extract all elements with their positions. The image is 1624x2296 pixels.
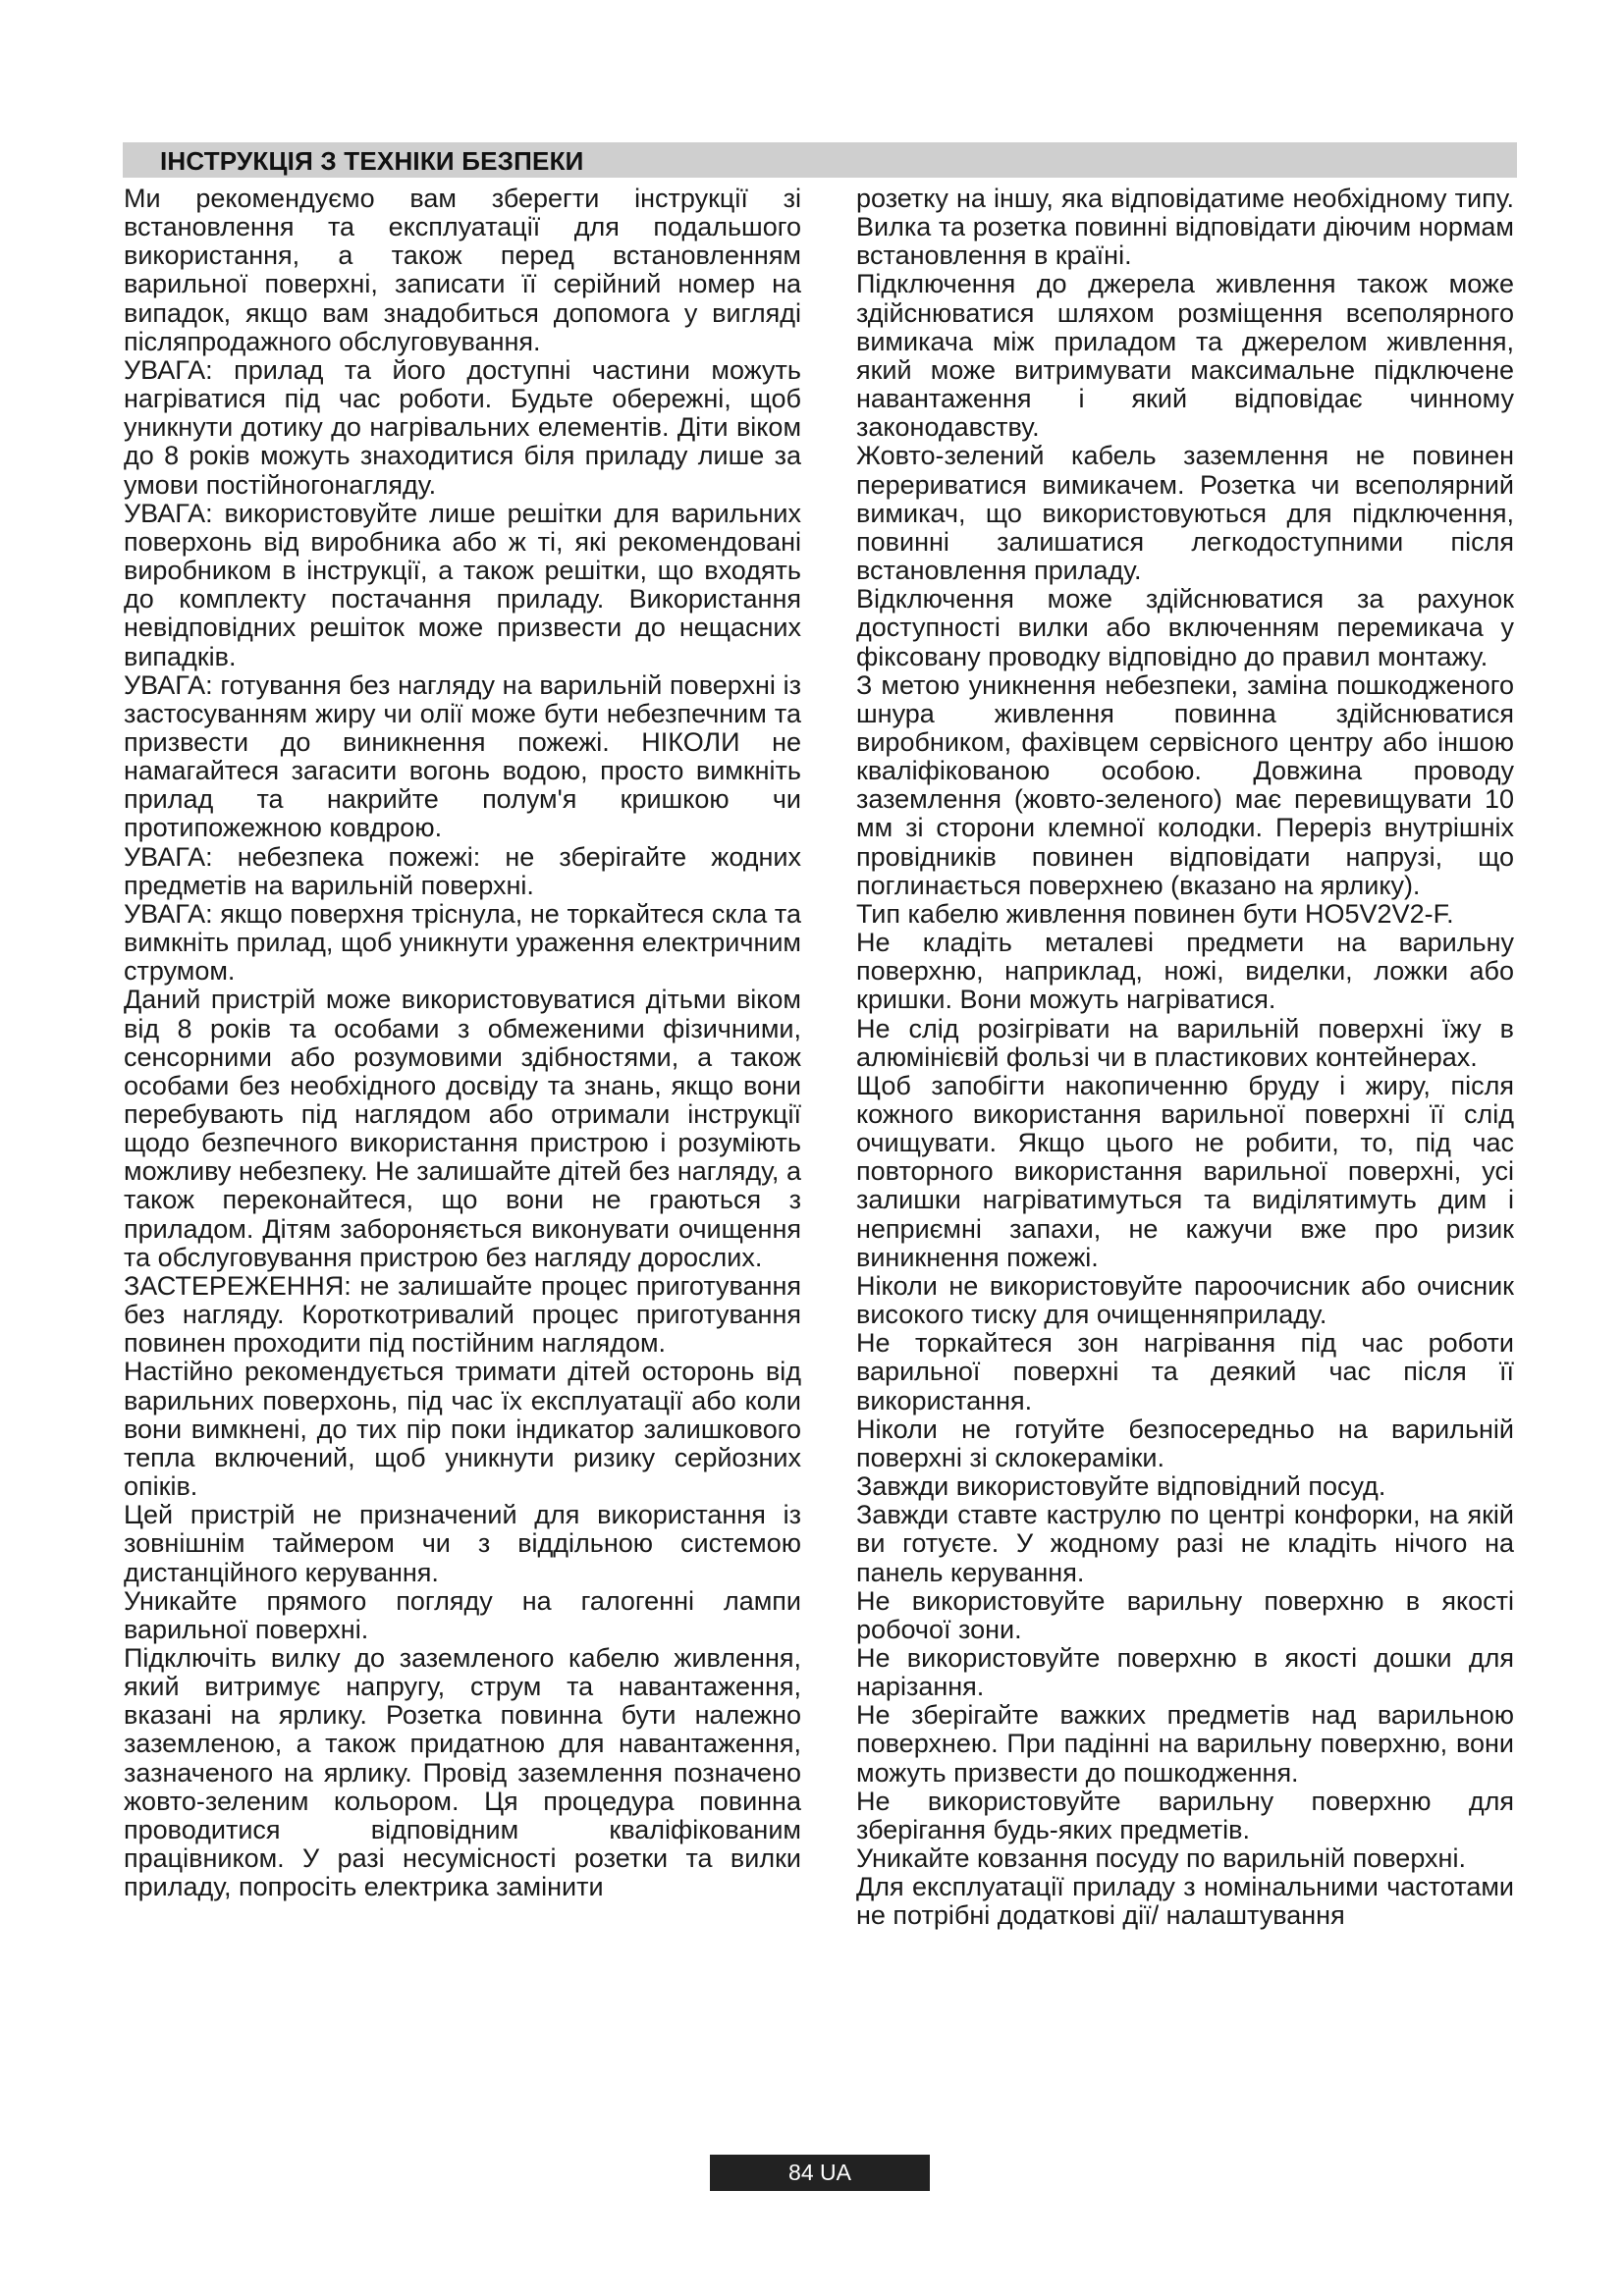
paragraph-no-steam-cleaner: Ніколи не використовуйте пароочисник або очисник високого тиску для очищенняприладу. <box>856 1270 1514 1330</box>
paragraph-disconnection: Відключення може здійснюватися за рахунок доступності вилки або включенням перемикача у фіксовану проводку відповідно до правил монтажу. <box>856 584 1514 671</box>
paragraph-keep-children-away: Настійно рекомендується тримати дітей осторонь від варильних поверхонь, під час їх експлуатації або коли вони вимкнені, до тих пір поки індикатор залишкового тепла включений, щоб уникнути ризику серйозних опіків. <box>124 1357 801 1502</box>
right-text-column <box>856 185 1514 1931</box>
paragraph-no-direct-cooking: Ніколи не готуйте безпосередньо на варильній поверхні зі склокераміки. <box>856 1414 1514 1472</box>
paragraph-nominal-frequencies: Для експлуатації приладу з номінальними частотами не потрібні додаткові дії/ налаштування <box>856 1872 1514 1931</box>
paragraph-halogen-lamps: Уникайте прямого погляду на галогенні лампи варильної поверхні. <box>124 1585 801 1644</box>
paragraph-no-metal-objects: Не кладіть металеві предмети на варильну поверхню, наприклад, ножі, виделки, ложки або кришки. Вони можуть нагріватися. <box>856 928 1514 1015</box>
section-title: ІНСТРУКЦІЯ З ТЕХНІКИ БЕЗПЕКИ <box>160 146 584 176</box>
paragraph-proper-cookware: Завжди використовуйте відповідний посуд. <box>856 1471 1386 1502</box>
section-header-bar <box>123 142 1517 178</box>
paragraph-not-work-area: Не використовуйте варильну поверхню в якості робочої зони. <box>856 1585 1514 1644</box>
paragraph-omnipolar-switch: Підключення до джерела живлення також може здійснюватися шляхом розміщення всеполярного вимикача між приладом та джерелом живлення, який може витримувати максимальне підключене навантаження і який відповідає чинному законодавству. <box>856 269 1514 443</box>
paragraph-grounding: Підключіть вилку до заземленого кабелю живлення, який витримує напругу, струм та навантаження, вказані на ярлику. Розетка повинна бути належно заземленою, а також придатною для навантаження, зазначеного на ярлику. Провід заземлення позначено жовто-зеленим кольором. Ця процедура повинна проводитися відповідним кваліфікованим працівником. У разі несумісності розетки та вилки приладу, попросіть електрика замінити <box>124 1642 801 1902</box>
paragraph-no-foil: Не слід розігрівати на варильній поверхні їжу в алюмінієвій фользі чи в пластикових контейнерах. <box>856 1013 1514 1072</box>
paragraph-warning-fire-storage: УВАГА: небезпека пожежі: не зберігайте жодних предметів на варильній поверхні. <box>124 841 801 900</box>
paragraph-no-external-timer: Цей пристрій не призначений для використання із зовнішнім таймером чи з віддільною системою дистанційного керування. <box>124 1500 801 1587</box>
paragraph-storage-recommendation: Ми рекомендуємо вам зберегти інструкції зі встановлення та експлуатації для подальшого використання, а також перед встановленням варильної поверхні, записати її серійний номер на випадок, якщо вам знадобиться допомога у вигляді післяпродажного обслуговування. <box>124 184 801 356</box>
paragraph-warning-hot-parts: УВАГА: прилад та його доступні частини можуть нагріватися під час роботи. Будьте обережні, щоб уникнути дотику до нагрівальних елементів. Діти віком до 8 років можуть знаходитися біля приладу лише за умови постійногонагляду. <box>124 354 801 500</box>
left-text-column <box>124 185 801 1901</box>
page-number: 84 UA <box>788 2160 851 2185</box>
paragraph-caution-supervision: ЗАСТЕРЕЖЕННЯ: не залишайте процес приготування без нагляду. Короткотривалий процес приготування повинен проходити під постійним наглядом. <box>124 1270 801 1359</box>
paragraph-warning-grates: УВАГА: використовуйте лише решітки для варильних поверхонь від виробника або ж ті, які рекомендовані виробником в інструкції, а також решітки, що входять до комплекту постачання приладу. Використання невідповідних решіток може призвести до нещасних випадків. <box>124 498 801 671</box>
paragraph-center-pan: Завжди ставте каструлю по центрі конфорки, на якій ви готуєте. У жодному разі не кладіть нічого на панель керування. <box>856 1500 1514 1587</box>
paragraph-no-sliding: Уникайте ковзання посуду по варильній поверхні. <box>856 1843 1466 1874</box>
paragraph-not-cutting-board: Не використовуйте поверхню в якості дошки для нарізання. <box>856 1642 1514 1702</box>
page-number-badge <box>710 2155 930 2191</box>
paragraph-ground-cable: Жовто-зелений кабель заземлення не повинен перериватися вимикачем. Розетка чи всеполярний вимикач, що використовуються для підключення, повинні залишатися легкодоступними після встановлення приладу. <box>856 441 1514 586</box>
paragraph-hot-zones: Не торкайтеся зон нагрівання під час роботи варильної поверхні та деякий час після її використання. <box>856 1328 1514 1415</box>
paragraph-socket-replacement: розетку на іншу, яка відповідатиме необхідному типу. Вилка та розетка повинні відповідати діючим нормам встановлення в країні. <box>856 184 1514 271</box>
paragraph-cleaning: Щоб запобігти накопиченню бруду і жиру, після кожного використання варильної поверхні її слід очищувати. Якщо цього не робити, то, під час повторного використання варильної поверхні, усі залишки нагріватимуться та виділятимуть дим і неприємні запахи, не кажучи вже про ризик виникнення пожежі. <box>856 1070 1514 1272</box>
paragraph-no-storage: Не використовуйте варильну поверхню для зберігання будь-яких предметів. <box>856 1786 1514 1844</box>
paragraph-warning-cracked-surface: УВАГА: якщо поверхня тріснула, не торкайтеся скла та вимкніть прилад, щоб уникнути ураження електричним струмом. <box>124 898 801 987</box>
paragraph-warning-unattended-cooking: УВАГА: готування без нагляду на варильній поверхні із застосуванням жиру чи олії може бути небезпечним та призвести до виникнення пожежі. НІКОЛИ не намагайтеся загасити вогонь водою, просто вимкніть прилад та накрийте полум'я кришкою чи протипожежною ковдрою. <box>124 669 801 843</box>
paragraph-children-use: Даний пристрій може використовуватися дітьми віком від 8 років та особами з обмеженими фізичними, сенсорними або розумовими здібностями, а також особами без необхідного досвіду та знань, якщо вони перебувають під наглядом або отримали інструкції щодо безпечного використання пристрою і розуміють можливу небезпеку. Не залишайте дітей без нагляду, а також переконайтеся, що вони не граються з приладом. Дітям забороняється виконувати очищення та обслуговування пристрою без нагляду дорослих. <box>124 985 801 1272</box>
paragraph-heavy-objects: Не зберігайте важких предметів над варильною поверхнею. При падінні на варильну поверхню, вони можуть призвести до пошкодження. <box>856 1700 1514 1788</box>
paragraph-cord-replacement: З метою уникнення небезпеки, заміна пошкодженого шнура живлення повинна здійснюватися виробником, фахівцем сервісного центру або іншою кваліфікованою особою. Довжина проводу заземлення (жовто-зеленого) має перевищувати 10 мм зі сторони клемної колодки. Переріз внутрішніх провідників повинен відповідати напрузі, що поглинається поверхнею (вказано на ярлику). <box>856 669 1514 900</box>
paragraph-cable-type: Тип кабелю живлення повинен бути HO5V2V2-F. <box>856 898 1454 929</box>
